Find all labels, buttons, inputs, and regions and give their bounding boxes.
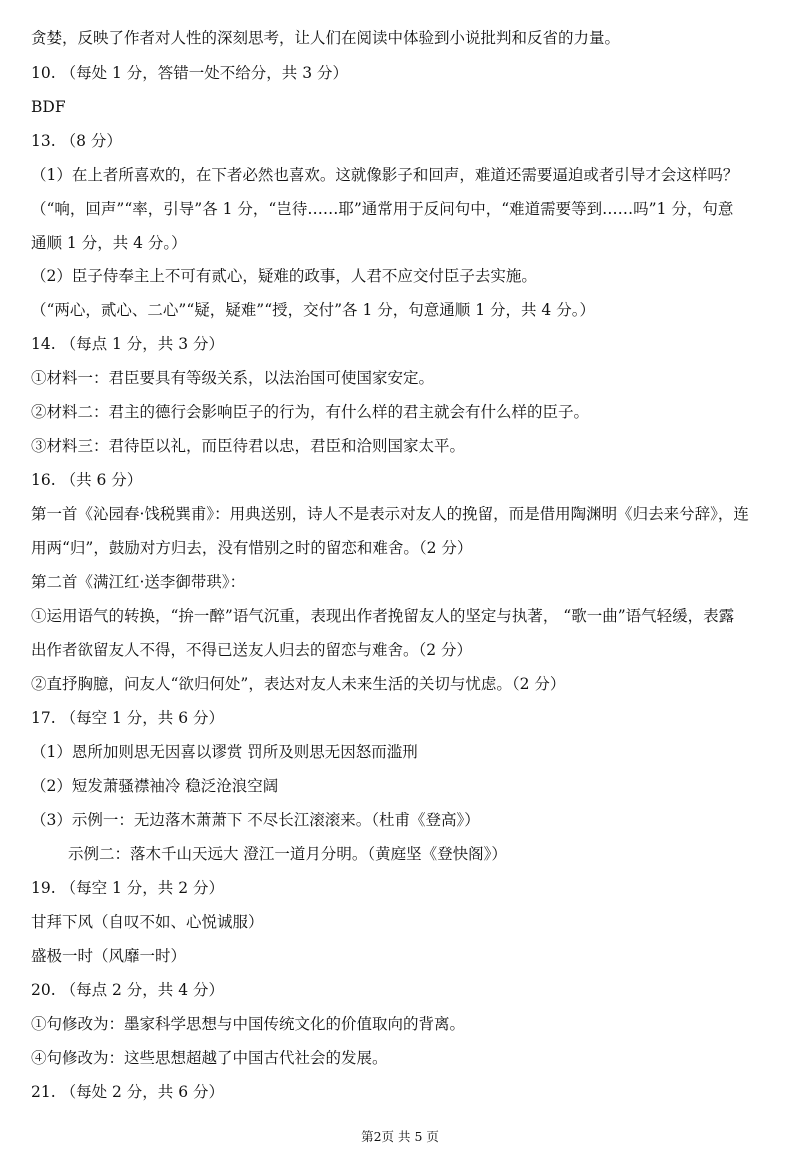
answer-line: （3）示例一：无边落木萧萧下 不尽长江滚滚来。（杜甫《登高》） bbox=[31, 811, 480, 829]
question-heading: 17. （每空 1 分，共 6 分） bbox=[31, 709, 225, 727]
scoring-note: （“响，回声”“率，引导”各 1 分，“岂待……耶”通常用于反问句中，“难道需要等到……吗”1 分，句意 bbox=[31, 200, 734, 218]
scoring-note: 通顺 1 分，共 4 分。） bbox=[31, 234, 187, 252]
question-heading: 13. （8 分） bbox=[31, 132, 122, 150]
answer-line: 盛极一时（风靡一时） bbox=[31, 947, 187, 965]
question-heading: 14. （每点 1 分，共 3 分） bbox=[31, 335, 225, 353]
question-heading: 20. （每点 2 分，共 4 分） bbox=[31, 981, 225, 999]
answer-line: ②材料二：君主的德行会影响臣子的行为，有什么样的君主就会有什么样的臣子。 bbox=[31, 403, 590, 421]
answer-line: BDF bbox=[31, 98, 66, 116]
text-line: 贪婪，反映了作者对人性的深刻思考，让人们在阅读中体验到小说批判和反省的力量。 bbox=[31, 29, 621, 47]
answer-line: ①材料一：君臣要具有等级关系，以法治国可使国家安定。 bbox=[31, 369, 435, 387]
answer-line: 用两“归”，鼓励对方归去，没有惜别之时的留恋和难舍。（2 分） bbox=[31, 539, 473, 557]
answer-line: ①句修改为：墨家科学思想与中国传统文化的价值取向的背离。 bbox=[31, 1015, 466, 1033]
answer-line: 第二首《满江红·送李御带珙》： bbox=[31, 573, 246, 591]
question-heading: 10. （每处 1 分，答错一处不给分，共 3 分） bbox=[31, 64, 349, 82]
answer-line: （2）臣子侍奉主上不可有贰心，疑难的政事，人君不应交付臣子去实施。 bbox=[31, 267, 537, 285]
answer-line: 甘拜下风（自叹不如、心悦诚服） bbox=[31, 913, 264, 931]
answer-line: 出作者欲留友人不得，不得已送友人归去的留恋与难舍。（2 分） bbox=[31, 641, 473, 659]
scoring-note: （“两心，贰心、二心”“疑，疑难”“授，交付”各 1 分，句意通顺 1 分，共 4 分。） bbox=[31, 301, 595, 319]
answer-line: 示例二：落木千山天远大 澄江一道月分明。（黄庭坚《登快阁》） bbox=[68, 845, 507, 863]
answer-line: （1）恩所加则思无因喜以谬赏 罚所及则思无因怒而滥刑 bbox=[31, 743, 418, 761]
answer-line: （1）在上者所喜欢的，在下者必然也喜欢。这就像影子和回声，难道还需要逼迫或者引导才会这样吗？ bbox=[31, 166, 739, 184]
page-number: 第2页 共 5 页 bbox=[361, 1129, 439, 1144]
answer-line: ②直抒胸臆，问友人“欲归何处”，表达对友人未来生活的关切与忧虑。（2 分） bbox=[31, 675, 566, 693]
answer-line: （2）短发萧骚襟袖冷 稳泛沧浪空阔 bbox=[31, 777, 279, 795]
answer-line: ④句修改为：这些思想超越了中国古代社会的发展。 bbox=[31, 1049, 388, 1067]
answer-line: ③材料三：君待臣以礼，而臣待君以忠，君臣和洽则国家太平。 bbox=[31, 437, 466, 455]
answer-line: 第一首《沁园春·饯税巽甫》：用典送别，诗人不是表示对友人的挽留，而是借用陶渊明《归去来兮辞》，连 bbox=[31, 505, 749, 523]
question-heading: 16. （共 6 分） bbox=[31, 471, 143, 489]
answer-line: ①运用语气的转换，“拚一醉”语气沉重，表现出作者挽留友人的坚定与执著， “歌一曲”语气轻缓，表露 bbox=[31, 607, 735, 625]
question-heading: 19. （每空 1 分，共 2 分） bbox=[31, 879, 225, 897]
question-heading: 21. （每处 2 分，共 6 分） bbox=[31, 1083, 225, 1101]
